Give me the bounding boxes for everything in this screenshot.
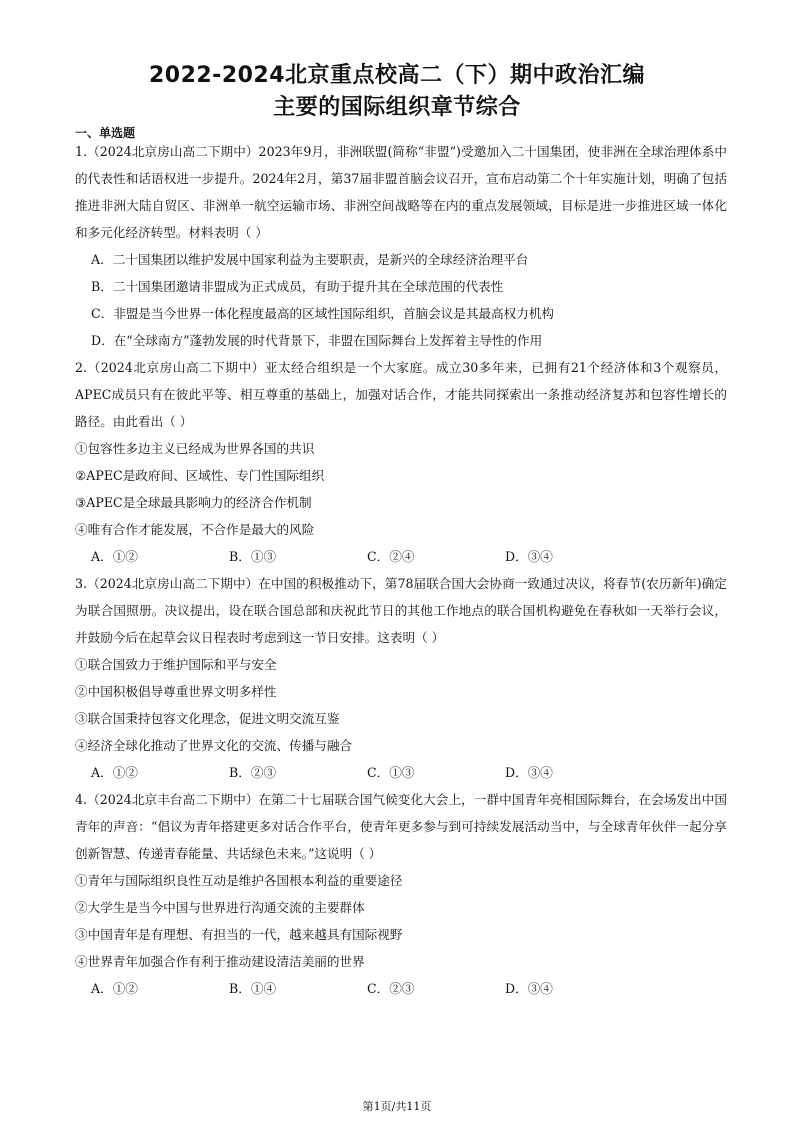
question-list	[75, 138, 727, 1002]
answer-choices	[75, 975, 727, 1002]
option-b: B．二十国集团邀请非盟成为正式成员，有助于提升其在全球范围的代表性	[91, 279, 504, 294]
option-c: C．非盟是当今世界一体化程度最高的区域性国际组织，首脑会议是其最高权力机构	[91, 306, 555, 321]
statement-4: ④世界青年加强合作有利于推动建设清洁美丽的世界	[75, 954, 365, 969]
statement-2: ②APEC是政府间、区域性、专门性国际组织	[75, 468, 325, 483]
statement-2: ②中国积极倡导尊重世界文明多样性	[75, 684, 277, 699]
page-number: 第1页/共11页	[362, 1100, 432, 1113]
statement-3: ③联合国秉持包容文化理念，促进文明交流互鉴	[75, 711, 340, 726]
answer-choices	[75, 543, 727, 570]
statement-4: ④唯有合作才能发展，不合作是最大的风险	[75, 522, 315, 537]
statement-2: ②大学生是当今中国与世界进行沟通交流的主要群体	[75, 900, 365, 915]
document-subtitle: 主要的国际组织章节综合	[273, 95, 521, 120]
question-stem: 4.（2024北京丰台高二下期中）在第二十七届联合国气候变化大会上，一群中国青年亮相国际舞台，在会场发出中国青年的声音：“倡议为青年搭建更多对话合作平台，使青年更多参与到可持续发展活动当中，与全球青年伙伴一起分享创新智慧、传递青春能量、共话绿色未来。”这说明（ ）	[75, 792, 727, 861]
choice-b: B．②③	[229, 765, 277, 780]
question-stem: 2.（2024北京房山高二下期中）亚太经合组织是一个大家庭。成立30多年来，已拥有21个经济体和3个观察员，APEC成员只有在彼此平等、相互尊重的基础上，加强对话合作，才能共同探索出一条推动经济复苏和包容性增长的路径。由此看出（ ）	[75, 360, 727, 429]
section-heading: 一、单选题	[75, 126, 136, 140]
statement-1: ①包容性多边主义已经成为世界各国的共识	[75, 441, 315, 456]
choice-d: D．③④	[505, 981, 553, 996]
choice-c: C．②③	[367, 981, 415, 996]
choice-c: C．②④	[367, 549, 415, 564]
question-3	[75, 570, 727, 786]
choice-d: D．③④	[505, 549, 553, 564]
statement-1: ①联合国致力于维护国际和平与安全	[75, 657, 277, 672]
statement-1: ①青年与国际组织良性互动是维护各国根本利益的重要途径	[75, 873, 403, 888]
statement-3: ③中国青年是有理想、有担当的一代，越来越具有国际视野	[75, 927, 403, 942]
option-a: A．二十国集团以维护发展中国家利益为主要职责，是新兴的全球经济治理平台	[91, 252, 529, 267]
answer-choices	[75, 759, 727, 786]
question-stem: 3.（2024北京房山高二下期中）在中国的积极推动下，第78届联合国大会协商一致通过决议，将春节(农历新年)确定为联合国照册。决议提出，设在联合国总部和庆祝此节日的其他工作地点的联合国机构避免在春秋如一天举行会议，并鼓励今后在起草会议日程表时考虑到这一节日安排。这表明（ ）	[75, 576, 727, 645]
document-title: 2022-2024北京重点校高二（下）期中政治汇编	[148, 63, 646, 88]
statement-4: ④经济全球化推动了世界文化的交流、传播与融合	[75, 738, 353, 753]
choice-d: D．③④	[505, 765, 553, 780]
question-stem: 1.（2024北京房山高二下期中）2023年9月，非洲联盟(简称“非盟”)受邀加入二十国集团，使非洲在全球治理体系中的代表性和话语权进一步提升。2024年2月，第37届非盟首脑会议召开，宣布启动第二个十年实施计划，明确了包括推进非洲大陆自贸区、非洲单一航空运输市场、非洲空间战略等在内的重点发展领域，目标是进一步推进区域一体化和多元化经济转型。材料表明（ ）	[75, 144, 727, 240]
choice-b: B．①④	[229, 981, 277, 996]
choice-a: A．①②	[91, 981, 138, 996]
choice-a: A．①②	[91, 765, 138, 780]
statement-3: ③APEC是全球最具影响力的经济合作机制	[75, 495, 312, 510]
option-d: D．在“全球南方”蓬勃发展的时代背景下，非盟在国际舞台上发挥着主导性的作用	[91, 333, 543, 348]
question-2	[75, 354, 727, 570]
choice-c: C．①③	[367, 765, 415, 780]
choice-a: A．①②	[91, 549, 138, 564]
choice-b: B．①③	[229, 549, 277, 564]
question-1	[75, 138, 727, 354]
question-4	[75, 786, 727, 1002]
